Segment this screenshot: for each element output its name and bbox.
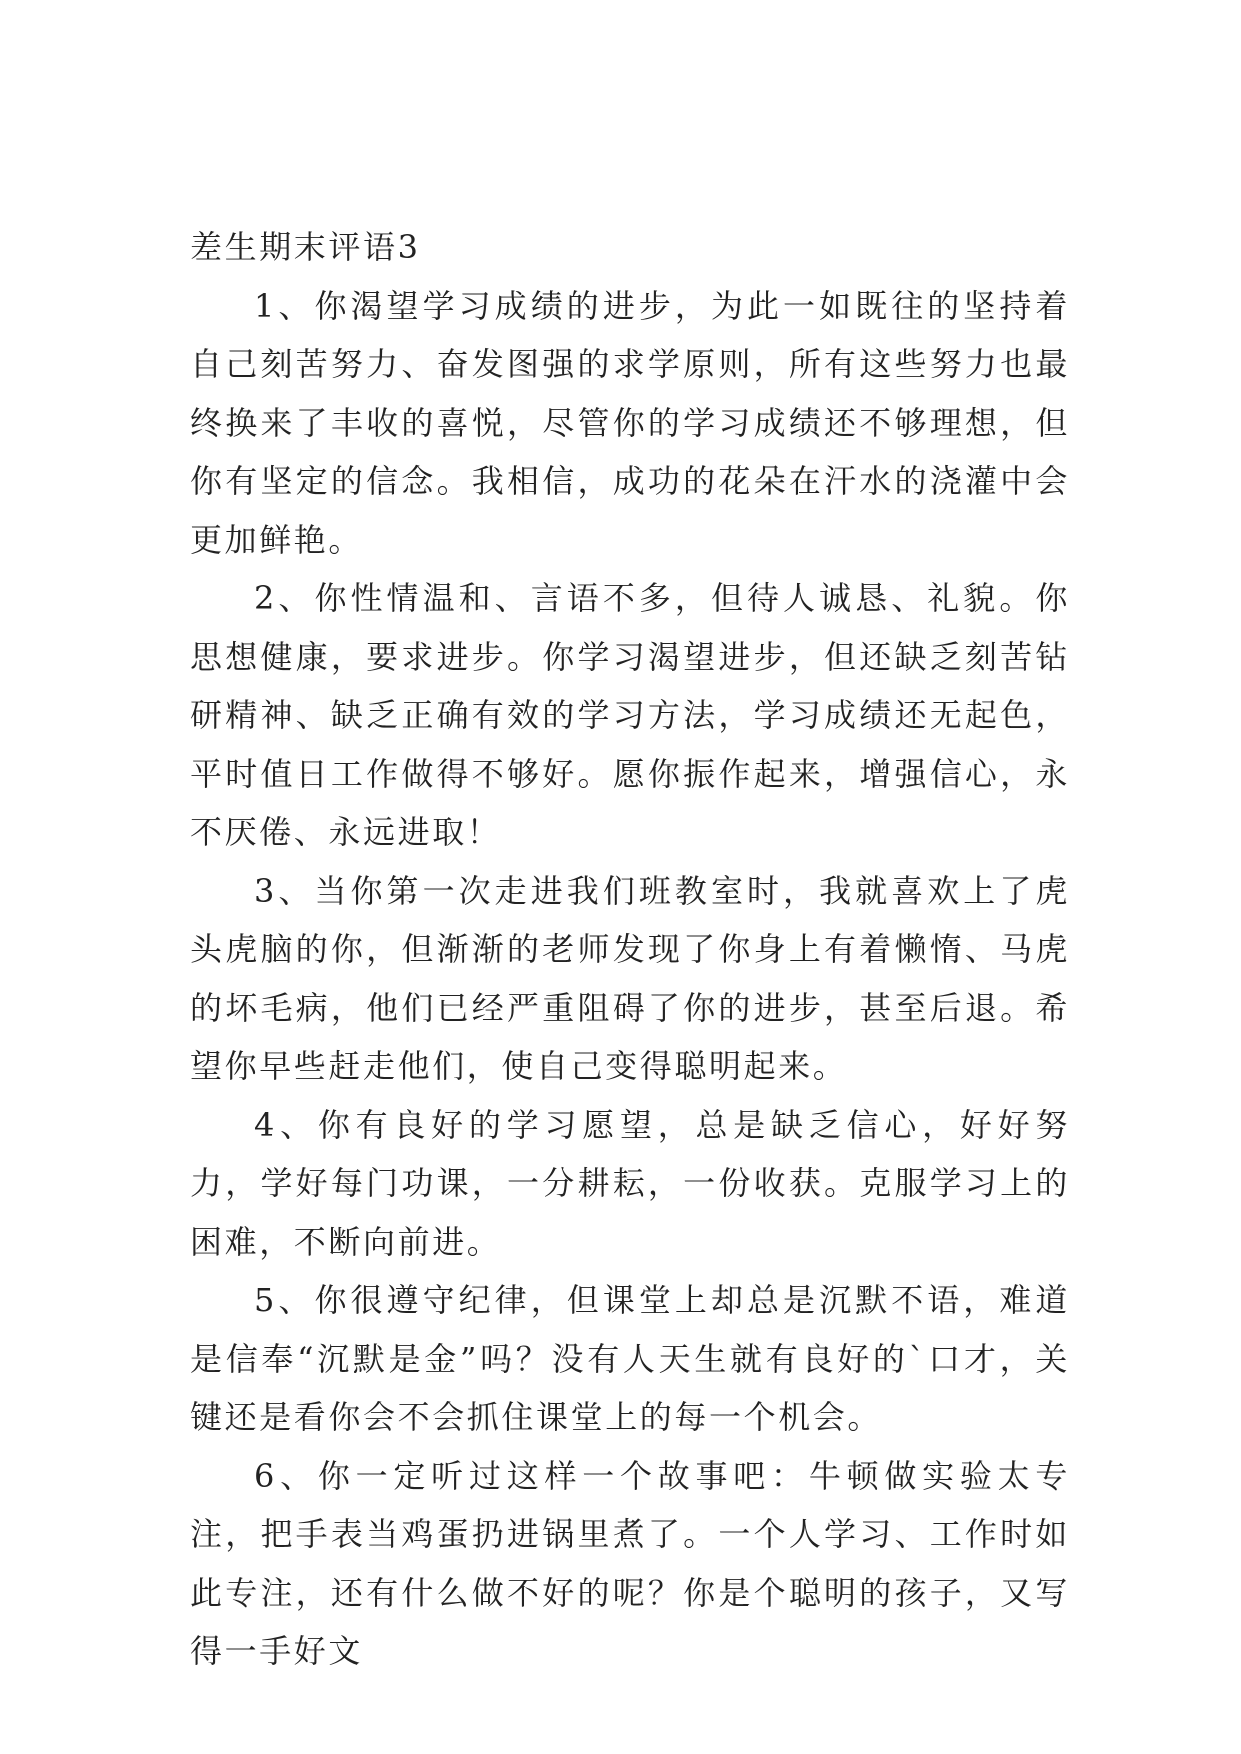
- paragraph-3: 3、当你第一次走进我们班教室时，我就喜欢上了虎头虎脑的你，但渐渐的老师发现了你身上有着懒惰、马虎的坏毛病，他们已经严重阻碍了你的进步，甚至后退。希望你早些赶走他们，使自己变得聪明起来。: [190, 871, 1070, 1085]
- paragraph-1: 1、你渴望学习成绩的进步，为此一如既往的坚持着自己刻苦努力、奋发图强的求学原则，所有这些努力也最终换来了丰收的喜悦，尽管你的学习成绩还不够理想，但你有坚定的信念。我相信，成功的花朵在汗水的浇灌中会更加鲜艳。: [190, 286, 1070, 559]
- document-title: 差生期末评语3: [190, 228, 421, 266]
- document-body: [190, 218, 1070, 1681]
- paragraph-2: 2、你性情温和、言语不多，但待人诚恳、礼貌。你思想健康，要求进步。你学习渴望进步，但还缺乏刻苦钻研精神、缺乏正确有效的学习方法，学习成绩还无起色，平时值日工作做得不够好。愿你振作起来，增强信心，永不厌倦、永远进取！: [190, 579, 1070, 851]
- paragraph-5: 5、你很遵守纪律，但课堂上却总是沉默不语，难道是信奉“沉默是金”吗？没有人天生就有良好的`口才，关键还是看你会不会抓住课堂上的每一个机会。: [190, 1281, 1070, 1436]
- paragraph-4: 4、你有良好的学习愿望，总是缺乏信心，好好努力，学好每门功课，一分耕耘，一份收获。克服学习上的困难，不断向前进。: [190, 1105, 1070, 1261]
- paragraph-6: 6、你一定听过这样一个故事吧：牛顿做实验太专注，把手表当鸡蛋扔进锅里煮了。一个人学习、工作时如此专注，还有什么做不好的呢？你是个聪明的孩子，又写得一手好文: [190, 1456, 1070, 1670]
